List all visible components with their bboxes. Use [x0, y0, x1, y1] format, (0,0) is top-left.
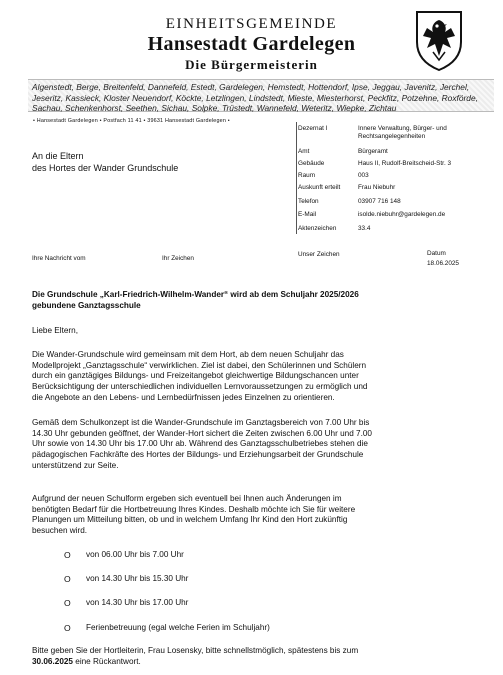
- paragraph-3-line: Aufgrund der neuen Schulform ergeben sich eventuell bei Ihnen auch Änderungen im: [32, 494, 342, 503]
- info-value-email: isolde.niebuhr@gardelegen.de: [358, 211, 446, 218]
- paragraph-1-line: die Angebote an den Lebens- und Lernbedürfnissen jedes Einzelnen zu orientieren.: [32, 392, 335, 402]
- info-value-dezernat-cont: Rechtsangelegenheiten: [358, 133, 426, 140]
- info-label-dezernat: Dezernat I: [298, 125, 328, 132]
- paragraph-1-line: Modellprojekt „Ganztagsschule“ verwirklichen. Ziel ist dabei, den Schülerinnen und Schülern: [32, 360, 367, 370]
- info-label-amt: Amt: [298, 148, 310, 155]
- coat-of-arms-icon: [413, 8, 465, 72]
- info-value-gebaeude: Haus II, Rudolf-Breitscheid-Str. 3: [358, 160, 452, 167]
- villages-line-1: Algenstedt, Berge, Breitenfeld, Dannefeld, Estedt, Gardelegen, Hemstedt, Hottendorf, Ipse, Jeggau, Javenitz, Jerchel,: [32, 82, 470, 92]
- ref-your-sign: Ihr Zeichen: [162, 255, 194, 262]
- info-label-raum: Raum: [298, 172, 316, 179]
- villages-line-2: Jeseritz, Kassieck, Kloster Neuendorf, Köckte, Letzlingen, Lindstedt, Mieste, Miesterhorst, Peckfitz, Potzehne, Roxförde,: [32, 92, 478, 103]
- paragraph-1: [32, 350, 482, 404]
- option-label: Ferienbetreuung (egal welche Ferien im Schuljahr): [86, 623, 270, 632]
- option-checkbox[interactable]: O: [64, 598, 71, 608]
- option-checkbox[interactable]: O: [64, 623, 71, 633]
- info-label-auskunft: Auskunft erteilt: [298, 184, 341, 191]
- recipient-line-1: An die Eltern: [32, 151, 84, 161]
- sender-address-line: • Hansestadt Gardelegen • Postfach 11 41 • 39631 Hansestadt Gardelegen •: [33, 118, 230, 124]
- office-subtitle: Die Bürgermeisterin: [185, 57, 318, 72]
- salutation: Liebe Eltern,: [32, 326, 78, 335]
- paragraph-1-line: Berücksichtigung der unterschiedlichen individuellen Lernvoraussetzungen zu ermöglich und: [32, 382, 368, 392]
- closing-deadline: 30.06.2025: [32, 656, 73, 666]
- option-label: von 14.30 Uhr bis 15.30 Uhr: [86, 574, 189, 583]
- info-value-amt: Bürgeramt: [358, 148, 388, 155]
- paragraph-3-line: Planungen um Mitteilung bitten, ob und in welchem Umfang Ihr Kind den Hort zukünftig: [32, 515, 348, 525]
- info-value-telefon: 03907 716 148: [358, 198, 401, 205]
- paragraph-1-line: Die Wander-Grundschule wird gemeinsam mit dem Hort, ab dem neuen Schuljahr das: [32, 350, 344, 359]
- date-value: 18.06.2025: [427, 260, 459, 267]
- paragraph-2-line: unterstützend zur Seite.: [32, 460, 119, 470]
- info-value-aktenzeichen: 33.4: [358, 225, 371, 232]
- subject-line-1: Die Grundschule „Karl-Friedrich-Wilhelm-Wander“ wird ab dem Schuljahr 2025/2026: [32, 290, 359, 299]
- option-label: von 14.30 Uhr bis 17.00 Uhr: [86, 598, 189, 607]
- subject-line-2: gebundene Ganztagsschule: [32, 300, 141, 310]
- info-label-gebaeude: Gebäude: [298, 160, 325, 167]
- paragraph-3: [32, 494, 482, 537]
- paragraph-2-line: 14.30 Uhr gebunden geöffnet, der Wander-Hort sichert die Zeiten zwischen 6.00 Uhr und 7.00: [32, 428, 372, 438]
- paragraph-2-line: pädagogischen Fachkräfte des Hortes der Bildungs- und Erziehungsarbeit der Grundschule: [32, 450, 364, 460]
- villages-banner: [28, 79, 494, 112]
- closing-line-2: [32, 657, 482, 668]
- option-checkbox[interactable]: O: [64, 550, 71, 560]
- paragraph-2-line: Uhr sowie von 14.30 Uhr bis 17.00 Uhr ab. Während des Ganztagsschulbetriebes stehen die: [32, 439, 368, 449]
- paragraph-3-line: besuchen wird.: [32, 526, 88, 536]
- paragraph-3-line: benötigten Bedarf für die Hortbetreuung Ihres Kindes. Deshalb möchte ich Sie für weitere: [32, 504, 356, 514]
- ref-your-message: Ihre Nachricht vom: [32, 255, 86, 262]
- paragraph-2: [32, 418, 482, 472]
- info-label-telefon: Telefon: [298, 198, 319, 205]
- option-label: von 06.00 Uhr bis 7.00 Uhr: [86, 550, 184, 559]
- closing-line-1: Bitte geben Sie der Hortleiterin, Frau Losensky, bitte schnellstmöglich, spätestens bis zum: [32, 646, 359, 655]
- villages-line-3: Sachau, Schenkenhorst, Seethen, Sichau, Solpke, Trüstedt, Wannefeld, Weteritz, Wiepke, Zichtau: [32, 103, 397, 113]
- city-title: Hansestadt Gardelegen: [147, 33, 356, 55]
- closing-paragraph: [32, 646, 482, 667]
- option-checkbox[interactable]: O: [64, 574, 71, 584]
- paragraph-1-line: durch ein ganztägiges Bildungs- und Freizeitangebot gleichwertige Bildungschancen unter: [32, 371, 359, 381]
- info-value-auskunft: Frau Niebuhr: [358, 184, 396, 191]
- info-value-raum: 003: [358, 172, 369, 179]
- ref-our-sign: Unser Zeichen: [298, 251, 340, 258]
- subject-heading: [32, 290, 472, 311]
- info-value-dezernat: Innere Verwaltung, Bürger- und: [358, 125, 447, 132]
- paragraph-2-line: Gemäß dem Schulkonzept ist die Wander-Grundschule im Ganztagsbereich von 7.00 Uhr bis: [32, 418, 370, 427]
- municipality-heading: EINHEITSGEMEINDE: [165, 16, 338, 32]
- info-label-aktenzeichen: Aktenzeichen: [298, 225, 337, 232]
- info-label-email: E-Mail: [298, 211, 317, 218]
- date-label: Datum: [427, 250, 446, 257]
- closing-rest: eine Rückantwort.: [72, 656, 141, 666]
- recipient-line-2: des Hortes der Wander Grundschule: [32, 163, 179, 173]
